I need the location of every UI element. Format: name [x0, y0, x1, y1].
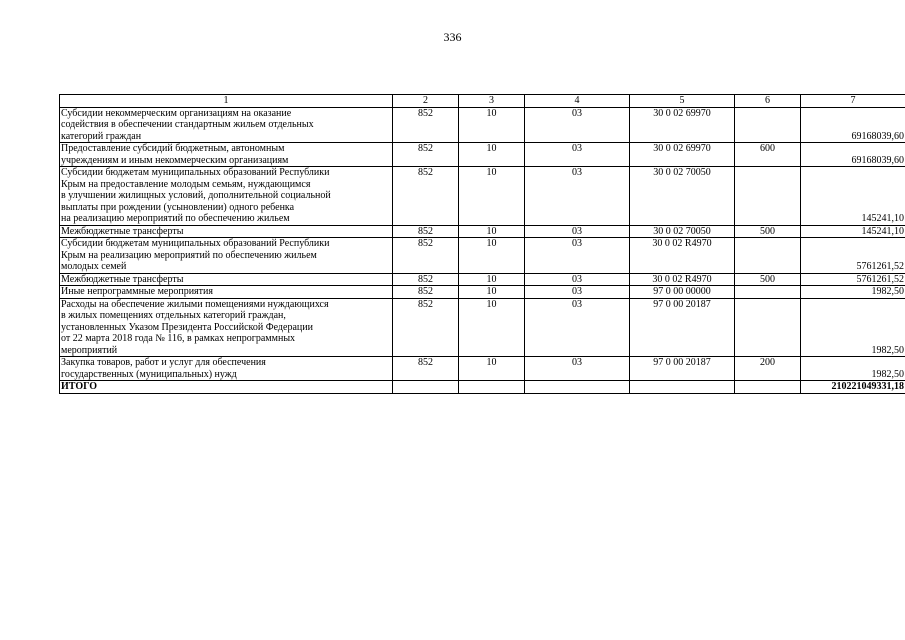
amount-cell: 145241,10	[801, 167, 905, 226]
section-cell: 10	[459, 238, 525, 274]
row-name-cell	[60, 107, 393, 143]
amount-cell: 145241,10	[801, 225, 905, 238]
empty-cell	[630, 381, 735, 394]
column-header: 7	[801, 95, 905, 108]
row-name-line: Иные непрограммные мероприятия	[61, 286, 213, 297]
column-header: 6	[735, 95, 801, 108]
expense-type-cell: 500	[735, 273, 801, 286]
gov-code-cell: 852	[393, 357, 459, 381]
target-article-cell: 30 0 02 69970	[630, 143, 735, 167]
table-row	[60, 357, 905, 381]
amount-cell: 5761261,52	[801, 238, 905, 274]
section-cell: 10	[459, 273, 525, 286]
table-row	[60, 143, 905, 167]
expense-type-cell	[735, 107, 801, 143]
amount-cell: 69168039,60	[801, 143, 905, 167]
expense-type-cell	[735, 286, 801, 299]
row-name-line: на реализацию мероприятий по обеспечению жильем	[61, 213, 290, 224]
row-name-line: от 22 марта 2018 года № 116, в рамках непрограммных	[61, 333, 296, 344]
table-row	[60, 286, 905, 299]
row-name-line: в улучшении жилищных условий, дополнительной социальной	[61, 190, 331, 201]
subsection-cell: 03	[525, 286, 630, 299]
row-name-line: государственных (муниципальных) нужд	[61, 368, 237, 380]
row-name-cell	[60, 238, 393, 274]
gov-code-cell: 852	[393, 238, 459, 274]
subsection-cell: 03	[525, 238, 630, 274]
row-name-line: Субсидии бюджетам муниципальных образований Республики	[61, 167, 330, 178]
table-row	[60, 273, 905, 286]
row-name-line: Закупка товаров, работ и услуг для обеспечения	[61, 357, 266, 368]
target-article-cell: 97 0 00 00000	[630, 286, 735, 299]
subsection-cell: 03	[525, 273, 630, 286]
row-name-cell	[60, 286, 393, 299]
amount-cell: 69168039,60	[801, 107, 905, 143]
row-name-cell	[60, 167, 393, 226]
gov-code-cell: 852	[393, 143, 459, 167]
expense-type-cell: 500	[735, 225, 801, 238]
section-cell: 10	[459, 298, 525, 357]
section-cell: 10	[459, 286, 525, 299]
row-name-cell	[60, 357, 393, 381]
subsection-cell: 03	[525, 225, 630, 238]
table-row	[60, 225, 905, 238]
page-number: 336	[443, 30, 462, 44]
section-cell: 10	[459, 167, 525, 226]
row-name-line: в жилых помещениях отдельных категорий граждан,	[61, 310, 286, 321]
column-header: 5	[630, 95, 735, 108]
section-cell: 10	[459, 143, 525, 167]
row-name-cell	[60, 273, 393, 286]
row-name-line: мероприятий	[61, 344, 118, 356]
column-header: 3	[459, 95, 525, 108]
table-row	[60, 107, 905, 143]
target-article-cell: 97 0 00 20187	[630, 357, 735, 381]
table-row	[60, 167, 905, 226]
subsection-cell: 03	[525, 357, 630, 381]
gov-code-cell: 852	[393, 167, 459, 226]
target-article-cell: 97 0 00 20187	[630, 298, 735, 357]
budget-table	[59, 94, 905, 394]
expense-type-cell	[735, 298, 801, 357]
subsection-cell: 03	[525, 298, 630, 357]
target-article-cell: 30 0 02 69970	[630, 107, 735, 143]
empty-cell	[459, 381, 525, 394]
row-name-line: категорий граждан	[61, 130, 142, 142]
table-row	[60, 238, 905, 274]
amount-cell: 1982,50	[801, 357, 905, 381]
column-header: 4	[525, 95, 630, 108]
amount-cell: 5761261,52	[801, 273, 905, 286]
row-name-line: Крым на реализацию мероприятий по обеспечению жильем	[61, 249, 317, 261]
expense-type-cell	[735, 238, 801, 274]
section-cell: 10	[459, 107, 525, 143]
empty-cell	[735, 381, 801, 394]
target-article-cell: 30 0 02 70050	[630, 167, 735, 226]
row-name-cell	[60, 225, 393, 238]
row-name-line: выплаты при рождении (усыновлении) одного ребенка	[61, 201, 295, 213]
row-name-line: Субсидии бюджетам муниципальных образований Республики	[61, 238, 330, 249]
total-label: ИТОГО	[60, 381, 393, 394]
expense-type-cell	[735, 167, 801, 226]
subsection-cell: 03	[525, 107, 630, 143]
row-name-cell	[60, 298, 393, 357]
expense-type-cell: 600	[735, 143, 801, 167]
expense-type-cell: 200	[735, 357, 801, 381]
row-name-line: Предоставление субсидий бюджетным, автономным	[61, 143, 285, 154]
target-article-cell: 30 0 02 70050	[630, 225, 735, 238]
gov-code-cell: 852	[393, 298, 459, 357]
target-article-cell: 30 0 02 R4970	[630, 273, 735, 286]
total-row	[60, 381, 905, 394]
column-number-row	[60, 95, 905, 108]
row-name-cell	[60, 143, 393, 167]
section-cell: 10	[459, 225, 525, 238]
target-article-cell: 30 0 02 R4970	[630, 238, 735, 274]
row-name-line: Субсидии некоммерческим организациям на оказание	[61, 107, 292, 119]
row-name-line: содействия в обеспечении стандартным жильем отдельных	[61, 119, 314, 130]
row-name-line: Межбюджетные трансферты	[61, 225, 184, 237]
row-name-line: Межбюджетные трансферты	[61, 273, 184, 285]
column-header: 2	[393, 95, 459, 108]
gov-code-cell: 852	[393, 225, 459, 238]
gov-code-cell: 852	[393, 286, 459, 299]
gov-code-cell: 852	[393, 107, 459, 143]
subsection-cell: 03	[525, 143, 630, 167]
row-name-line: Крым на предоставление молодым семьям, нуждающимся	[61, 178, 311, 190]
subsection-cell: 03	[525, 167, 630, 226]
table-row	[60, 298, 905, 357]
empty-cell	[525, 381, 630, 394]
row-name-line: установленных Указом Президента Российской Федерации	[61, 321, 313, 333]
empty-cell	[393, 381, 459, 394]
section-cell: 10	[459, 357, 525, 381]
total-amount: 210221049331,18	[801, 381, 905, 394]
row-name-line: молодых семей	[61, 261, 127, 272]
amount-cell: 1982,50	[801, 298, 905, 357]
column-header: 1	[60, 95, 393, 108]
gov-code-cell: 852	[393, 273, 459, 286]
row-name-line: Расходы на обеспечение жилыми помещениями нуждающихся	[61, 298, 329, 310]
row-name-line: учреждениям и иным некоммерческим организациям	[61, 154, 289, 166]
amount-cell: 1982,50	[801, 286, 905, 299]
